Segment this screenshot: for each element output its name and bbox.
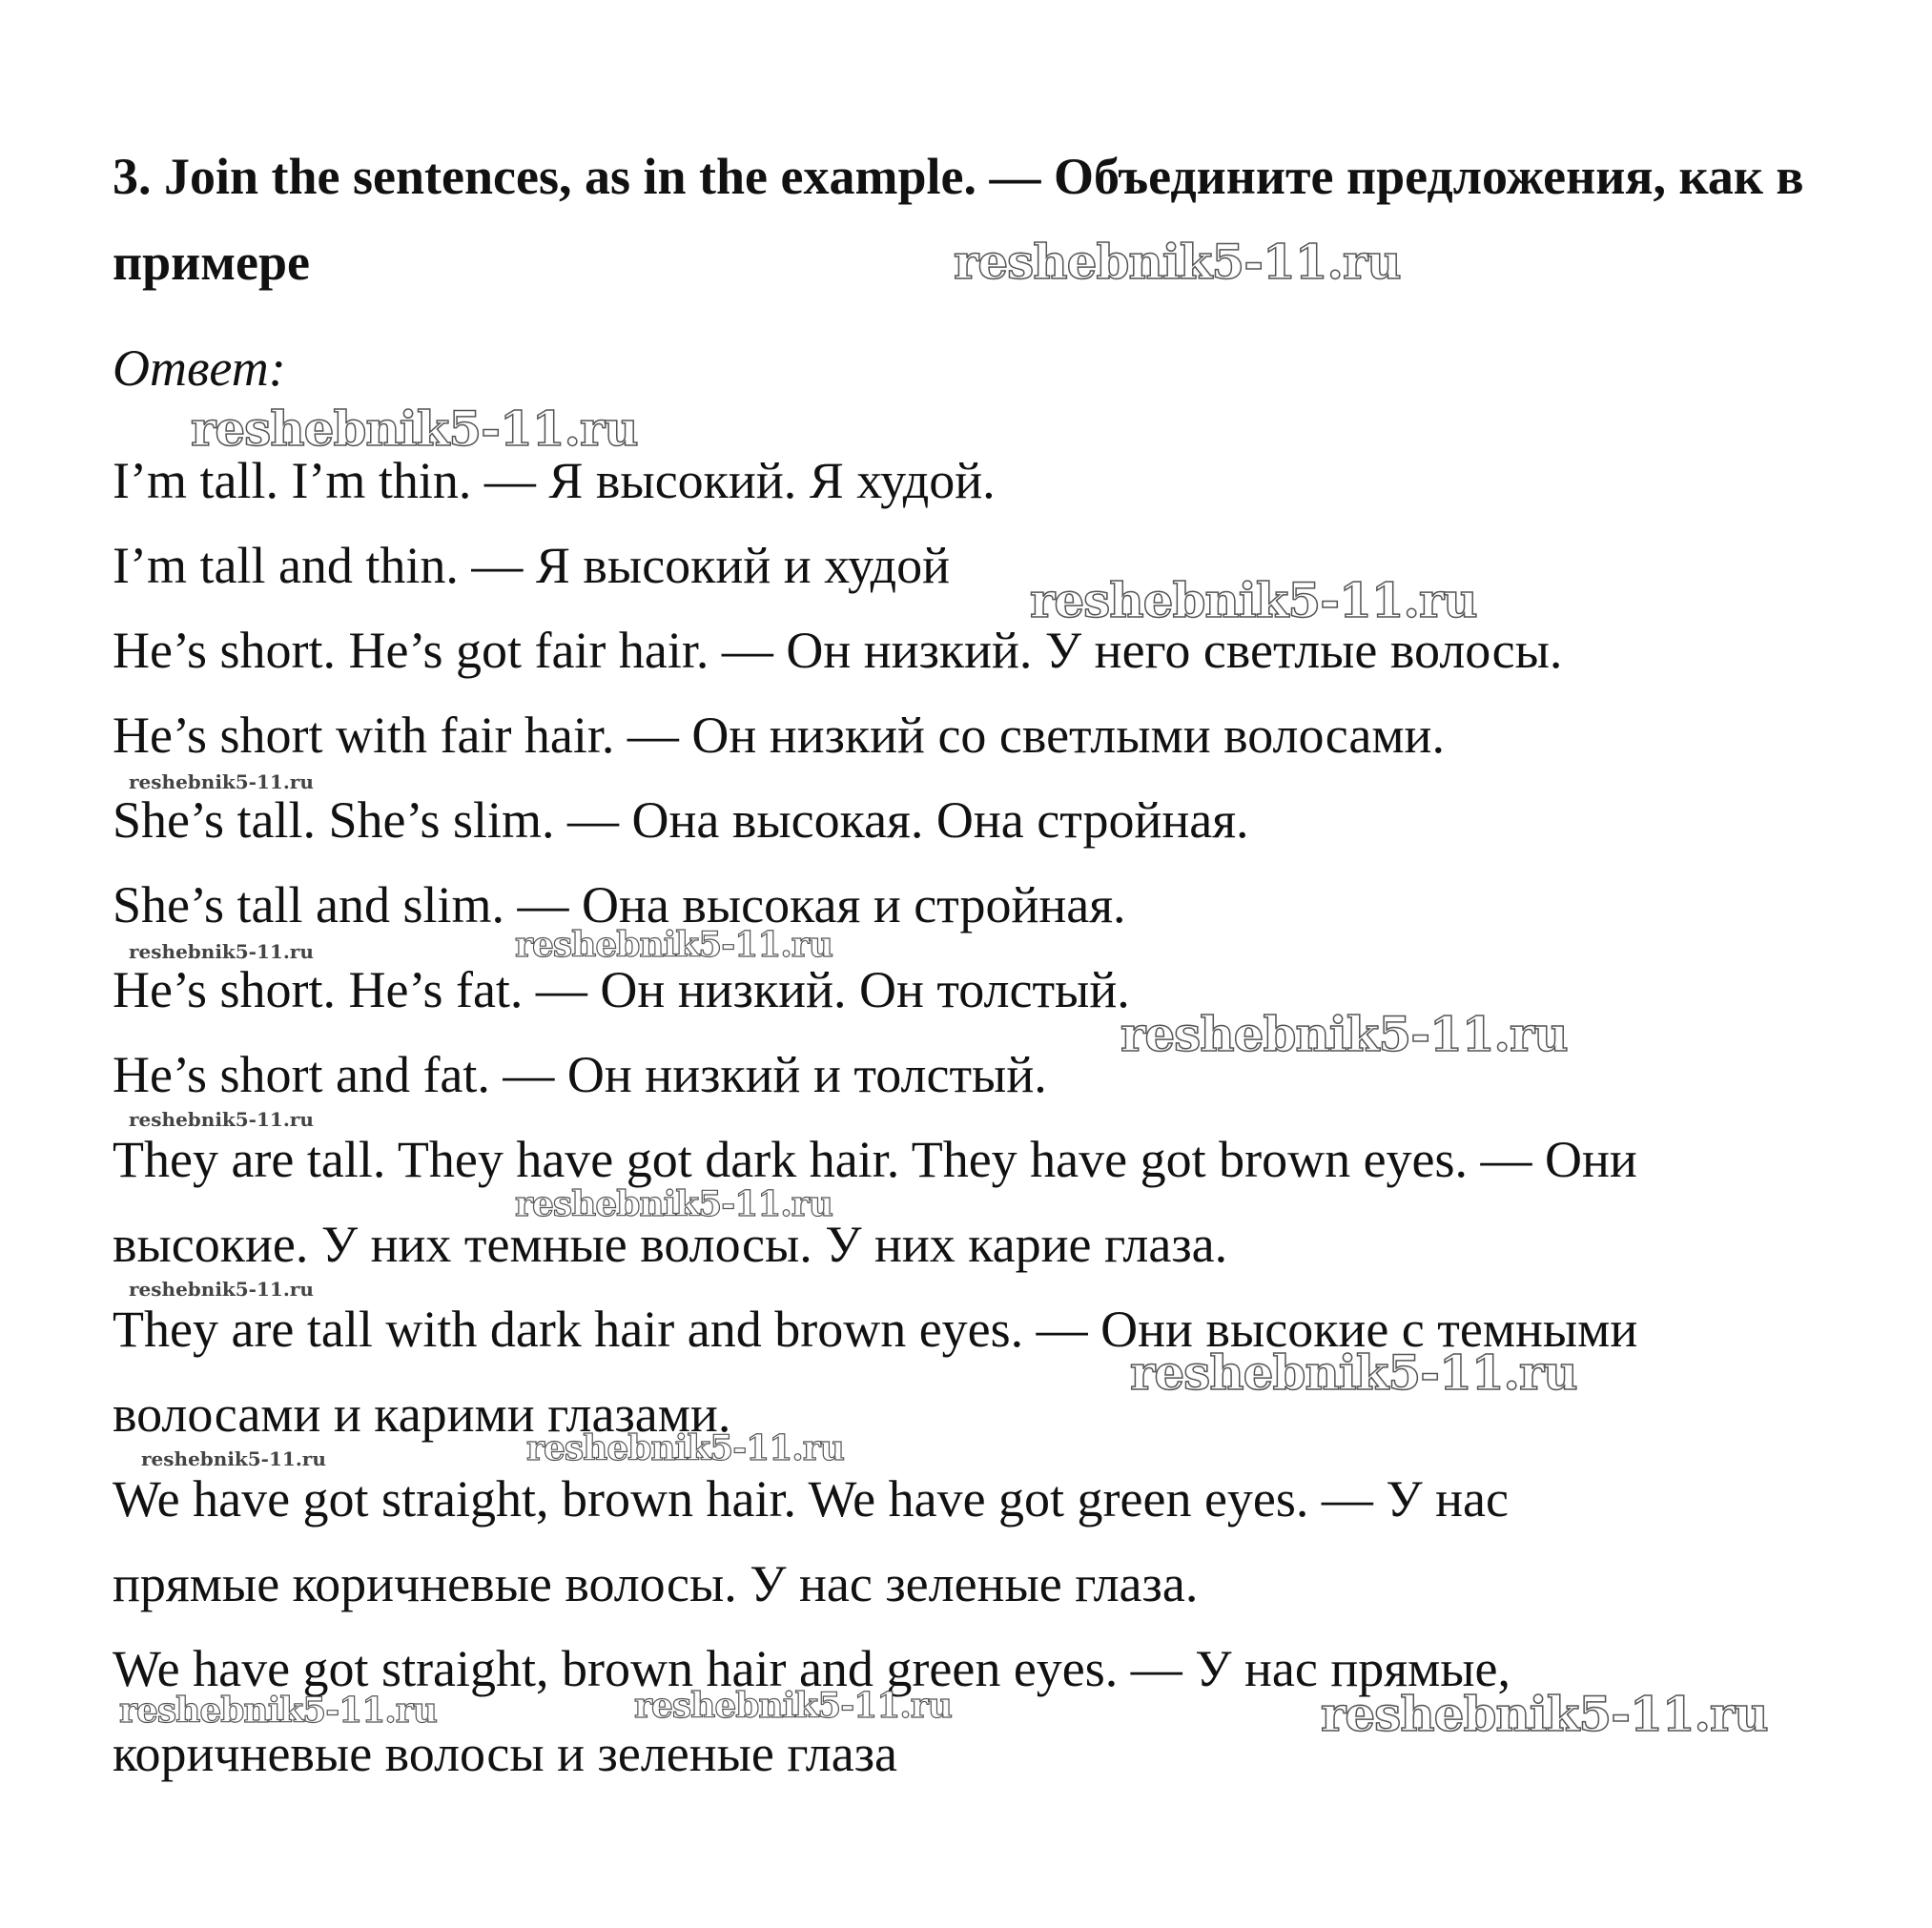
watermark: reshebnik5-11.ru	[515, 925, 832, 965]
answer-line: He’s short. He’s fat. — Он низкий. Он толстый.	[113, 961, 1130, 1018]
watermark: reshebnik5-11.ru	[1120, 1006, 1568, 1062]
answer-line: She’s tall. She’s slim. — Она высокая. Она стройная.	[113, 791, 1249, 849]
answer-line: коричневые волосы и зеленые глаза	[113, 1725, 897, 1782]
answer-line: волосами и карими глазами.	[113, 1385, 731, 1443]
answer-line: высокие. У них темные волосы. У них карие глаза.	[113, 1216, 1228, 1273]
watermark: reshebnik5-11.ru	[129, 1278, 314, 1301]
watermark: reshebnik5-11.ru	[1030, 572, 1477, 628]
watermark: reshebnik5-11.ru	[141, 1447, 326, 1470]
answer-line: They are tall with dark hair and brown eyes. — Они высокие с темными	[113, 1301, 1638, 1358]
answer-line: She’s tall and slim. — Она высокая и стройная.	[113, 876, 1126, 933]
answer-lines	[113, 452, 1829, 1810]
answer-line: He’s short and fat. — Он низкий и толстый.	[113, 1046, 1047, 1103]
answer-line: We have got straight, brown hair. We have got green eyes. — У нас	[113, 1470, 1509, 1528]
answer-line: They are tall. They have got dark hair. They have got brown eyes. — Они	[113, 1131, 1637, 1188]
watermark: reshebnik5-11.ru	[129, 940, 314, 963]
watermark: reshebnik5-11.ru	[526, 1428, 844, 1468]
answer-line: He’s short. He’s got fair hair. — Он низкий. У него светлые волосы.	[113, 622, 1563, 679]
watermark: reshebnik5-11.ru	[119, 1691, 437, 1731]
answer-line: I’m tall and thin. — Я высокий и худой	[113, 537, 951, 594]
answer-label: Ответ:	[113, 339, 286, 397]
answer-line: We have got straight, brown hair and green eyes. — У нас прямые,	[113, 1640, 1511, 1697]
answer-line: He’s short with fair hair. — Он низкий со светлыми волосами.	[113, 707, 1445, 764]
watermark: reshebnik5-11.ru	[954, 234, 1401, 290]
watermark: reshebnik5-11.ru	[515, 1184, 832, 1224]
watermark: reshebnik5-11.ru	[634, 1686, 952, 1726]
answer-line: I’m tall. I’m thin. — Я высокий. Я худой.	[113, 452, 996, 509]
watermark: reshebnik5-11.ru	[129, 1108, 314, 1131]
watermark: reshebnik5-11.ru	[1130, 1344, 1577, 1401]
answer-line: прямые коричневые волосы. У нас зеленые глаза.	[113, 1555, 1199, 1612]
exercise-heading: 3. Join the sentences, as in the example. — Объедините предложения, как в примере	[113, 148, 1804, 291]
watermark: reshebnik5-11.ru	[1321, 1686, 1768, 1742]
watermark: reshebnik5-11.ru	[191, 400, 638, 457]
watermark: reshebnik5-11.ru	[129, 770, 314, 793]
